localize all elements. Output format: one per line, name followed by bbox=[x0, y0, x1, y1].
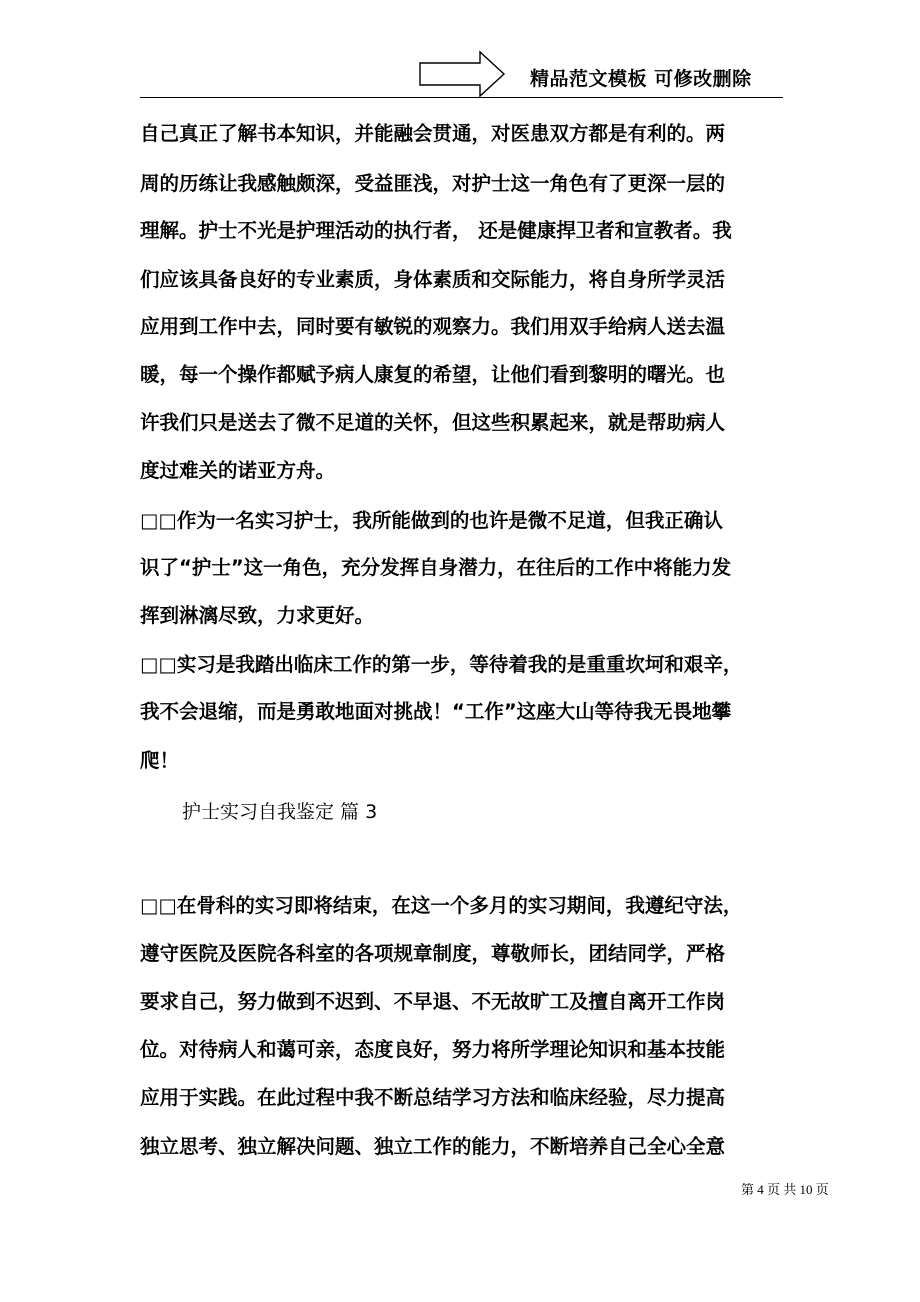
body-line: 暖，每一个操作都赋予病人康复的希望，让他们看到黎明的曙光。也 bbox=[140, 363, 726, 386]
body-line: 爬！ bbox=[140, 749, 180, 772]
right-arrow-icon bbox=[418, 50, 506, 98]
body-line: 理解。护士不光是护理活动的执行者， 还是健康捍卫者和宣教者。我 bbox=[140, 219, 732, 242]
body-line: □□实习是我踏出临床工作的第一步，等待着我的是重重坎坷和艰辛， bbox=[140, 653, 743, 676]
body-line: 许我们只是送去了微不足道的关怀，但这些积累起来，就是帮助病人 bbox=[140, 411, 726, 434]
body-line: 要求自己，努力做到不迟到、不早退、不无故旷工及擅自离开工作岗 bbox=[140, 990, 726, 1013]
body-line: 位。对待病人和蔼可亲，态度良好，努力将所学理论知识和基本技能 bbox=[140, 1038, 726, 1061]
body-line: 挥到淋漓尽致，力求更好。 bbox=[140, 604, 375, 627]
body-line: □□作为一名实习护士，我所能做到的也许是微不足道，但我正确认 bbox=[140, 509, 723, 532]
header-label: 精品范文模板 可修改删除 bbox=[530, 68, 752, 90]
body-line: 应用到工作中去，同时要有敏锐的观察力。我们用双手给病人送去温 bbox=[140, 315, 726, 338]
body-line: 们应该具备良好的专业素质，身体素质和交际能力，将自身所学灵活 bbox=[140, 268, 726, 291]
body-line: 我不会退缩，而是勇敢地面对挑战！“工作”这座大山等待我无畏地攀 bbox=[140, 700, 732, 723]
body-line: 度过难关的诺亚方舟。 bbox=[140, 459, 336, 482]
section-heading: 护士实习自我鉴定 篇 3 bbox=[182, 801, 378, 823]
body-line: 遵守医院及医院各科室的各项规章制度，尊敬师长，团结同学，严格 bbox=[140, 942, 726, 965]
header-divider bbox=[140, 97, 783, 98]
body-line: 周的历练让我感触颇深，受益匪浅，对护士这一角色有了更深一层的 bbox=[140, 172, 726, 195]
body-line: □□在骨科的实习即将结束，在这一个多月的实习期间，我遵纪守法， bbox=[140, 894, 743, 917]
body-line: 自己真正了解书本知识，并能融会贯通，对医患双方都是有利的。两 bbox=[140, 122, 726, 145]
page-header bbox=[0, 0, 920, 100]
body-line: 识了“护士”这一角色，充分发挥自身潜力，在往后的工作中将能力发 bbox=[140, 556, 732, 579]
body-line: 应用于实践。在此过程中我不断总结学习方法和临床经验，尽力提高 bbox=[140, 1086, 726, 1109]
page-number: 第 4 页 共 10 页 bbox=[741, 1182, 829, 1197]
body-line: 独立思考、独立解决问题、独立工作的能力，不断培养自己全心全意 bbox=[140, 1135, 726, 1158]
